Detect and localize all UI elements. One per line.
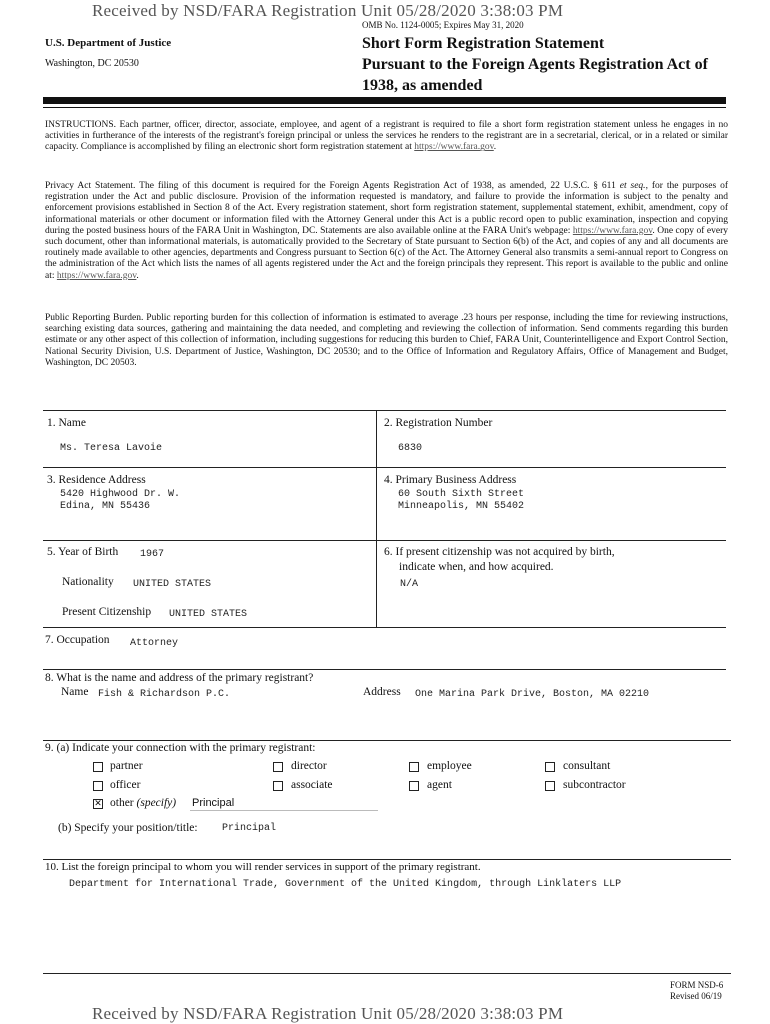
year-of-birth-value[interactable]: 1967 xyxy=(140,549,165,560)
residence-address-line2[interactable]: Edina, MN 55436 xyxy=(60,501,151,512)
partner-option-label: partner xyxy=(110,760,143,772)
employee-checkbox[interactable] xyxy=(409,762,419,772)
citizenship-label: Present Citizenship xyxy=(62,606,152,618)
other-specify-underline xyxy=(190,810,378,811)
row-rule-4 xyxy=(43,669,726,670)
officer-option-label: officer xyxy=(110,779,141,791)
foreign-principal-value[interactable]: Department for International Trade, Government of the United Kingdom, through Linklaters LLP xyxy=(69,879,622,890)
header-thin-rule xyxy=(43,107,726,108)
residence-address-label: 3. Residence Address xyxy=(47,474,146,486)
name-value[interactable]: Ms. Teresa Lavoie xyxy=(60,443,163,454)
row-rule-6 xyxy=(43,859,731,860)
consultant-option-label: consultant xyxy=(563,760,611,772)
fara-link[interactable]: https://www.fara.gov xyxy=(572,225,653,236)
form-title xyxy=(362,33,742,96)
title-line-1: Short Form Registration Statement xyxy=(362,35,605,52)
other-option-label: other (specify) xyxy=(110,797,177,809)
occupation-value[interactable]: Attorney xyxy=(130,638,179,649)
received-stamp-bottom: Received by NSD/FARA Registration Unit 05/28/2020 3:38:03 PM xyxy=(92,1004,564,1023)
form-revision: Revised 06/19 xyxy=(670,991,722,1001)
header-thick-rule xyxy=(43,97,726,104)
year-of-birth-label: 5. Year of Birth xyxy=(47,546,119,558)
privacy-act-paragraph: Privacy Act Statement. The filing of this document is required for the Foreign Agents Registration Act of 1938, as amended, 22 U.S.C. § 611 et seq., for the purposes of registration under the Act and public disclosure. Provision of the information requested is mandatory, and failure to provide the information is subject to the penalty and enforcement provisions established in Section 8 of the Act. Every registration statement, short form registration statement, supplemental statement, exhibit, amendment, copy of informational materials or other document or information filed with the Attorney General under this Act is a public record open to public examination, inspection and copying during the posted business hours of the FARA Unit in Washington, DC. Statements are also available online at the FARA Unit's webpage: https://www.fara.gov. One copy of every such document, other than informational materials, is automatically provided to the Secretary of State pursuant to Section 6(b) of the Act, and copies of any and all documents are routinely made available to other agencies, departments and Congress pursuant to Section 6(c) of the Act. The Attorney General also transmits a semi-annual report to Congress on the administration of the Act which lists the names of all agents registered under the Act and the foreign principals they represent. This report is available to the public and online at: https://www.fara.gov. xyxy=(45,181,728,281)
associate-option-label: associate xyxy=(291,779,333,791)
residence-address-line1[interactable]: 5420 Highwood Dr. W. xyxy=(60,489,181,500)
other-checkbox-checked[interactable]: ✕ xyxy=(94,799,102,809)
agent-checkbox[interactable] xyxy=(409,781,419,791)
title-line-3: 1938, as amended xyxy=(362,77,483,94)
business-address-label: 4. Primary Business Address xyxy=(384,474,517,486)
registrant-address-label: Address xyxy=(363,686,401,698)
registration-number-label: 2. Registration Number xyxy=(384,417,493,429)
subcontractor-option-label: subcontractor xyxy=(563,779,626,791)
consultant-checkbox[interactable] xyxy=(545,762,555,772)
occupation-label: 7. Occupation xyxy=(45,634,110,646)
other-specify-value[interactable]: Principal xyxy=(192,797,235,809)
agent-option-label: agent xyxy=(427,779,452,791)
instructions-paragraph: INSTRUCTIONS. Each partner, officer, director, associate, employee, and agent of a registrant is required to file a short form registration statement unless he engages in no activities in furtherance of the interests of the registrant's foreign principal or unless the services he renders to the registrant are in a secretarial, clerical, or in a related or similar capacity. Compliance is accomplished by filing an electronic short form registration statement at https://www.fara.gov. xyxy=(45,120,728,153)
department-city: Washington, DC 20530 xyxy=(45,58,139,69)
title-line-2: Pursuant to the Foreign Agents Registration Act of xyxy=(362,56,708,73)
primary-registrant-label: 8. What is the name and address of the primary registrant? xyxy=(45,672,314,684)
registrant-address-value[interactable]: One Marina Park Drive, Boston, MA 02210 xyxy=(415,689,650,700)
row-rule-1 xyxy=(43,467,726,468)
fara-link[interactable]: https://www.fara.gov xyxy=(56,270,137,281)
row-rule-5 xyxy=(43,740,731,741)
registrant-name-value[interactable]: Fish & Richardson P.C. xyxy=(98,689,231,700)
business-address-line2[interactable]: Minneapolis, MN 55402 xyxy=(398,501,525,512)
row-rule-3 xyxy=(43,627,726,628)
position-title-value[interactable]: Principal xyxy=(222,823,277,834)
form-number: FORM NSD-6 xyxy=(670,980,724,990)
form-column-divider xyxy=(376,410,377,628)
partner-checkbox[interactable] xyxy=(93,762,103,772)
registration-number-value[interactable]: 6830 xyxy=(398,443,423,454)
citizenship-acquired-label-2: indicate when, and how acquired. xyxy=(399,561,554,573)
registrant-name-label: Name xyxy=(61,686,89,698)
department-name: U.S. Department of Justice xyxy=(45,37,172,49)
employee-option-label: employee xyxy=(427,760,472,772)
officer-checkbox[interactable] xyxy=(93,781,103,791)
name-label: 1. Name xyxy=(47,417,86,429)
director-option-label: director xyxy=(291,760,327,772)
burden-paragraph: Public Reporting Burden. Public reporting burden for this collection of information is estimated to average .23 hours per response, including the time for reviewing instructions, searching existing data sources, gathering and maintaining the data needed, and completing and reviewing the collection of information. Send comments regarding this burden estimate or any other aspect of this collection of information, including suggestions for reducing this burden to Chief, FARA Unit, Counterintelligence and Export Control Section, National Security Division, U.S. Department of Justice, Washington, DC 20530; and to the Office of Information and Regulatory Affairs, Office of Management and Budget, Washington, DC 20503. xyxy=(45,313,728,368)
nationality-value[interactable]: UNITED STATES xyxy=(133,579,212,590)
subcontractor-checkbox[interactable] xyxy=(545,781,555,791)
director-checkbox[interactable] xyxy=(273,762,283,772)
omb-number: OMB No. 1124-0005; Expires May 31, 2020 xyxy=(362,20,524,30)
citizenship-acquired-value[interactable]: N/A xyxy=(400,579,419,590)
row-rule-2 xyxy=(43,540,726,541)
received-stamp-top: Received by NSD/FARA Registration Unit 05/28/2020 3:38:03 PM xyxy=(92,1,564,20)
foreign-principal-label: 10. List the foreign principal to whom you will render services in support of the primary registrant. xyxy=(45,861,481,873)
fara-link[interactable]: https://www.fara.gov xyxy=(414,142,494,153)
nationality-label: Nationality xyxy=(62,576,114,588)
citizenship-value[interactable]: UNITED STATES xyxy=(169,609,248,620)
citizenship-acquired-label-1: 6. If present citizenship was not acquired by birth, xyxy=(384,546,615,558)
connection-label: 9. (a) Indicate your connection with the primary registrant: xyxy=(45,742,316,754)
form-top-rule xyxy=(43,410,726,411)
position-title-label: (b) Specify your position/title: xyxy=(58,822,198,834)
business-address-line1[interactable]: 60 South Sixth Street xyxy=(398,489,525,500)
associate-checkbox[interactable] xyxy=(273,781,283,791)
form-bottom-rule xyxy=(43,973,731,974)
